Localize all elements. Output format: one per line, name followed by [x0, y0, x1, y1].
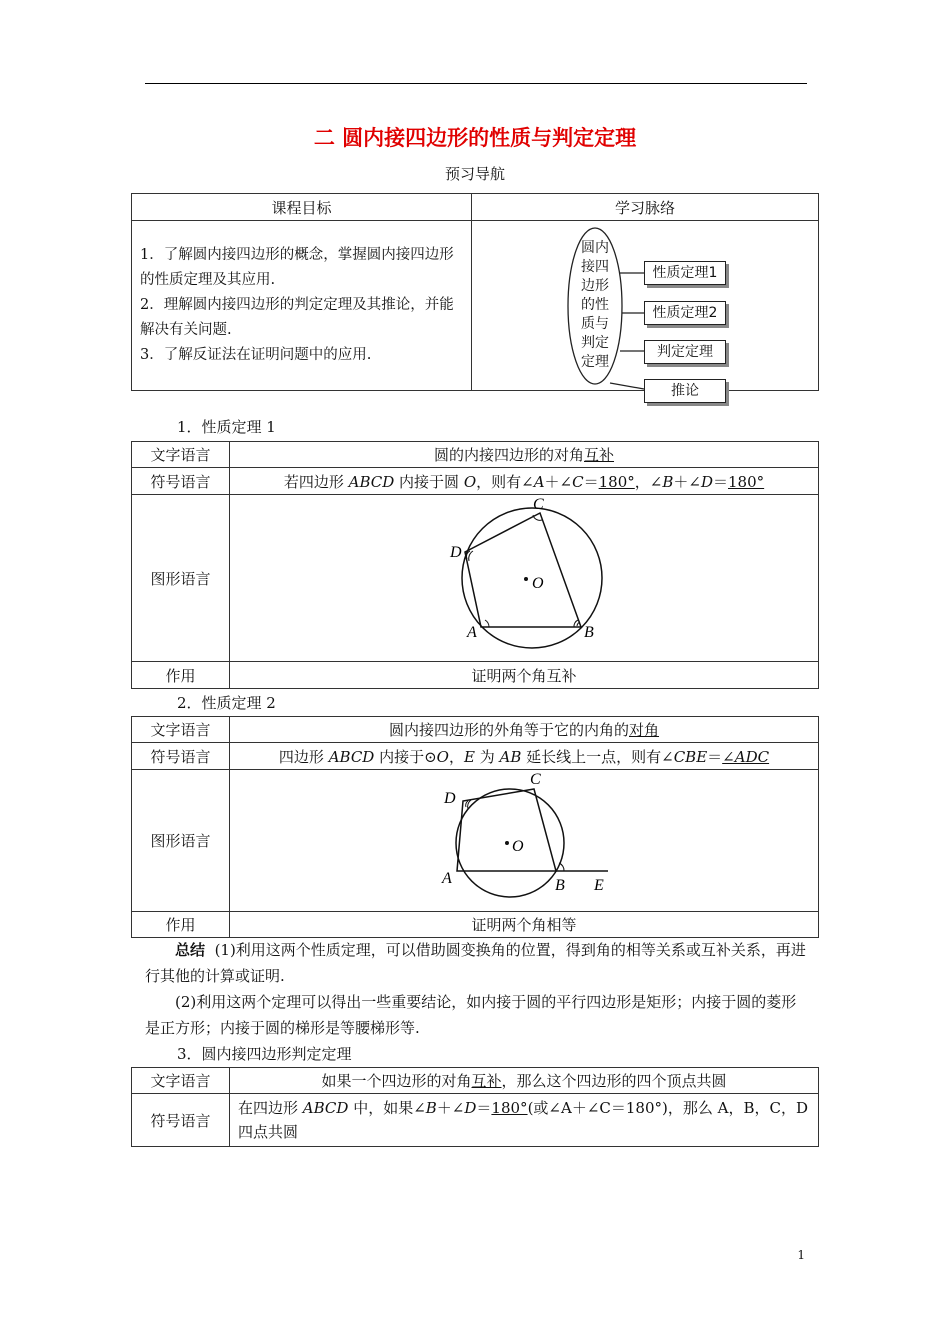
s2-fig-label-o: O — [512, 838, 524, 855]
s3-sym-value — [230, 1094, 819, 1147]
s3-sym-part: 中，如果∠ — [348, 1099, 426, 1117]
s1-sym-answer1: 180° — [598, 472, 635, 491]
outline-box-corollary: 推论 — [644, 379, 726, 403]
summary-para1 — [145, 937, 809, 989]
goal-item: 1．了解圆内接四边形的概念，掌握圆内接四边形的性质定理及其应用. — [140, 247, 454, 288]
s1-sym-part: ，则有∠ — [476, 472, 534, 491]
summary-para2: (2)利用这两个定理可以得出一些重要结论，如内接于圆的平行四边形是矩形；内接于圆的菱形是正方形；内接于圆的梯形是等腰梯形等. — [145, 993, 797, 1037]
s1-fig-label-d: D — [450, 544, 462, 561]
outline-box-property2: 性质定理2 — [644, 301, 726, 325]
section1-heading: 1．性质定理 1 — [177, 418, 276, 436]
s3-text-label: 文字语言 — [132, 1068, 230, 1094]
s1-fig-label: 图形语言 — [132, 495, 230, 662]
s2-fig-cell — [230, 770, 819, 912]
goals-list — [132, 235, 471, 376]
goal-item: 2．理解圆内接四边形的判定定理及其推论，并能解决有关问题. — [140, 297, 454, 338]
s2-text-value — [230, 717, 819, 743]
s2-fig-label: 图形语言 — [132, 770, 230, 912]
s3-sym-line1 — [238, 1096, 810, 1120]
s3-sym-part: 在四边形 — [238, 1099, 303, 1117]
s1-fig-label-a: A — [467, 624, 477, 641]
s1-use-label: 作用 — [132, 662, 230, 689]
s3-sym-answer: 180° — [491, 1099, 528, 1117]
summary-p1: (1)利用这两个性质定理，可以借助圆变换角的位置，得到角的相等关系或互补关系，再进行其他的计算或证明. — [145, 941, 806, 985]
s1-sym-part: ＝ — [583, 472, 599, 491]
s1-figure — [230, 495, 820, 660]
s3-sym-part: ABCD — [302, 1099, 349, 1117]
s2-text-pre: 圆内接四边形的外角等于它的内角的 — [388, 721, 629, 739]
s1-sym-part: 内接于圆 — [394, 472, 464, 491]
section2-table — [131, 716, 819, 938]
s2-sym-answer: ∠ADC — [722, 747, 770, 766]
s1-text-label: 文字语言 — [132, 442, 230, 468]
s2-fig-label-c: C — [530, 771, 541, 788]
s1-sym-part: ＋∠ — [544, 472, 573, 491]
outline-center-line: 质与 — [581, 316, 609, 332]
s1-sym-part: D — [700, 472, 713, 491]
section2-heading: 2．性质定理 2 — [177, 694, 276, 712]
s3-text-answer: 互补 — [471, 1072, 502, 1090]
goal-item: 3．了解反证法在证明问题中的应用. — [140, 347, 372, 363]
s2-sym-part: AB — [499, 747, 522, 766]
s1-sym-part: ABCD — [348, 472, 395, 491]
section3-heading: 3．圆内接四边形判定定理 — [177, 1045, 352, 1063]
s3-sym-part: D — [464, 1099, 477, 1117]
page-number: 1 — [797, 1248, 805, 1262]
s3-sym-part: (或∠A＋∠C＝180°)，那么 A，B，C，D — [527, 1099, 808, 1117]
s3-sym-line2: 四点共圆 — [238, 1123, 299, 1141]
section3-table — [131, 1067, 819, 1147]
s2-sym-label: 符号语言 — [132, 743, 230, 770]
s1-text-pre: 圆的内接四边形的对角 — [433, 446, 584, 464]
s2-sym-part: O — [436, 747, 449, 766]
s2-sym-part: 为 — [474, 747, 500, 766]
s1-sym-part: O — [463, 472, 477, 491]
s1-fig-cell — [230, 495, 819, 662]
s2-sym-part: CBE — [673, 747, 708, 766]
overview-table — [131, 193, 819, 399]
s1-sym-part: ＋∠ — [673, 472, 701, 491]
s2-use-value: 证明两个角相等 — [230, 912, 819, 938]
page-subtitle: 预习导航 — [444, 165, 505, 183]
summary-label: 总结 — [175, 941, 206, 959]
s2-fig-label-d: D — [444, 790, 456, 807]
goals-header: 课程目标 — [132, 194, 472, 221]
s2-fig-label-a: A — [442, 870, 452, 887]
outline-center-text — [578, 239, 612, 372]
outline-box-property1: 性质定理1 — [644, 261, 726, 285]
outline-center-line: 的性 — [581, 297, 609, 313]
s1-sym-part: 若四边形 — [283, 472, 349, 491]
s3-sym-label: 符号语言 — [132, 1094, 230, 1147]
s2-figure — [230, 770, 820, 910]
page-title: 二 圆内接四边形的性质与判定定理 — [313, 126, 637, 150]
outline-center-line: 判定 — [581, 335, 609, 351]
s2-sym-part: ， — [448, 747, 464, 766]
s3-text-pre: 如果一个四边形的对角 — [321, 1072, 472, 1090]
s2-use-label: 作用 — [132, 912, 230, 938]
s2-sym-part: 四边形 — [278, 747, 329, 766]
s2-fig-label-e: E — [594, 877, 604, 894]
s1-sym-part: ＝ — [712, 472, 728, 491]
s1-sym-part: A — [533, 472, 545, 491]
s3-text-post: ，那么这个四边形的四个顶点共圆 — [501, 1072, 727, 1090]
s1-fig-label-o: O — [532, 575, 544, 592]
goals-cell — [132, 221, 472, 391]
outline-header: 学习脉络 — [472, 194, 819, 221]
header-rule — [145, 83, 807, 84]
s1-use-value: 证明两个角互补 — [230, 662, 819, 689]
s1-sym-part: C — [572, 472, 584, 491]
outline-cell — [472, 221, 819, 399]
s2-sym-value — [230, 743, 819, 770]
s2-fig-label-b: B — [555, 877, 565, 894]
s1-sym-part: ，∠ — [634, 472, 663, 491]
s1-sym-answer2: 180° — [728, 472, 765, 491]
s2-sym-part: 延长线上一点，则有∠ — [521, 747, 674, 766]
outline-box-criterion: 判定定理 — [644, 340, 726, 364]
s3-text-value — [230, 1068, 819, 1094]
s3-sym-part: B — [425, 1099, 437, 1117]
outline-center-line: 圆内 — [581, 240, 609, 256]
s1-fig-label-c: C — [533, 496, 544, 513]
s2-sym-part: ＝ — [707, 747, 723, 766]
outline-center-line: 定理 — [581, 354, 609, 370]
s1-sym-part: B — [662, 472, 674, 491]
s1-text-value — [230, 442, 819, 468]
s2-text-label: 文字语言 — [132, 717, 230, 743]
outline-center-line: 边形 — [581, 278, 609, 294]
s1-sym-label: 符号语言 — [132, 468, 230, 495]
s2-sym-part: 内接于⊙ — [374, 747, 437, 766]
s1-text-answer: 互补 — [584, 446, 615, 464]
s1-fig-label-b: B — [584, 624, 594, 641]
section1-table — [131, 441, 819, 689]
s3-sym-part: ＋∠ — [436, 1099, 465, 1117]
s2-sym-part: E — [464, 747, 475, 766]
s3-sym-part: ＝ — [476, 1099, 492, 1117]
s2-text-answer: 对角 — [629, 721, 660, 739]
s1-sym-value — [230, 468, 819, 495]
s2-sym-part: ABCD — [328, 747, 375, 766]
outline-center-line: 接四 — [581, 259, 609, 275]
